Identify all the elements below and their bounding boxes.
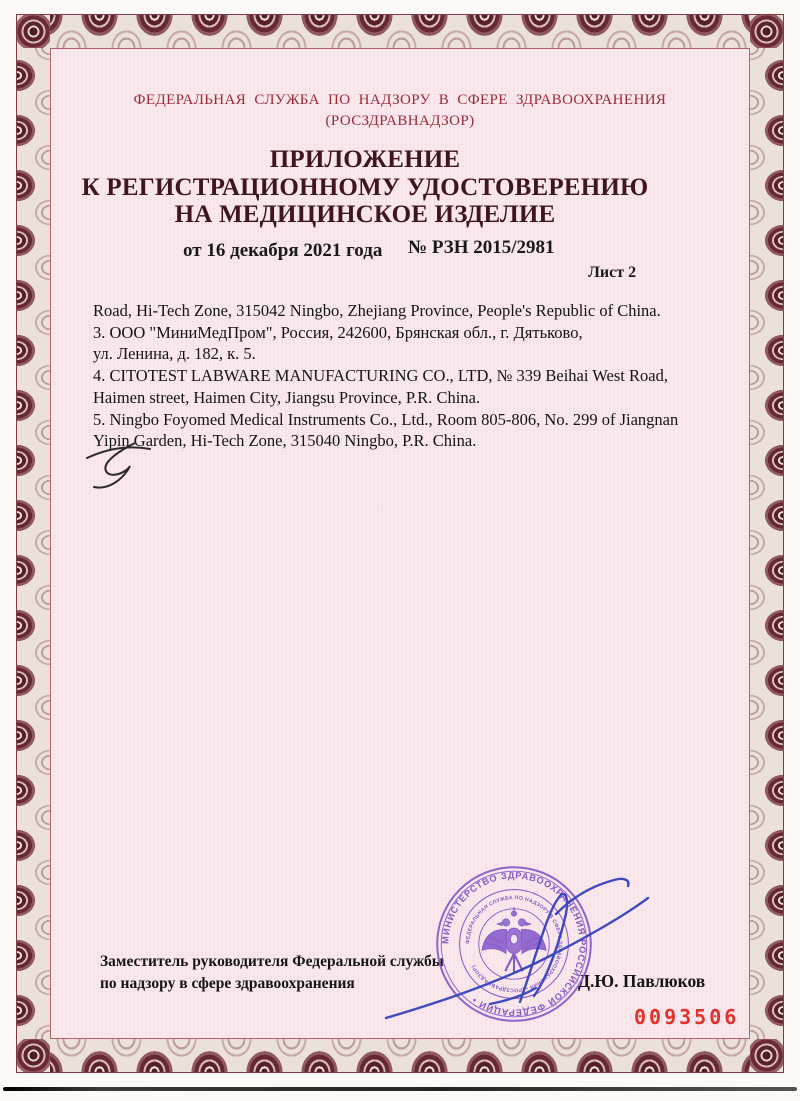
body-line: Yipin Garden, Hi-Tech Zone, 315040 Ningbo, P.R. China. (93, 431, 477, 451)
official-position-line2: по надзору в сфере здравоохранения (100, 975, 355, 992)
stamp-outer-ring-text: МИНИСТЕРСТВО ЗДРАВООХРАНЕНИЯ РОССИЙСКОЙ ФЕДЕРАЦИИ • (440, 870, 588, 1018)
document-title-line1: ПРИЛОЖЕНИЕ (269, 146, 461, 173)
body-line: ул. Ленина, д. 182, к. 5. (93, 344, 256, 364)
handwritten-mark (82, 436, 156, 498)
official-name: Д.Ю. Павлюков (578, 971, 706, 991)
issue-date: от 16 декабря 2021 года (183, 240, 383, 261)
border-corner-top-right (750, 15, 783, 48)
border-corner-top-left (17, 15, 50, 48)
body-text-block (93, 300, 678, 452)
border-band-bottom (17, 1039, 783, 1072)
sheet-number: Лист 2 (588, 264, 637, 281)
stamp-inner-ring-text: ФЕДЕРАЛЬНАЯ СЛУЖБА ПО НАДЗОРУ В СФЕРЕ ЗДРАВООХРАНЕНИЯ • (РОСЗДРАВНАДЗОР) (465, 895, 563, 993)
border-corner-bottom-left (17, 1039, 50, 1072)
serial-number: 0093506 (634, 1005, 740, 1029)
body-line: 5. Ningbo Foyomed Medical Instruments Co., Ltd., Room 805-806, No. 299 of Jiangnan (93, 409, 679, 429)
body-line: Road, Hi-Tech Zone, 315042 Ningbo, Zhejiang Province, People's Republic of China. (93, 301, 661, 320)
body-line: 4. CITOTEST LABWARE MANUFACTURING CO., LTD, № 339 Beihai West Road, (93, 366, 668, 386)
issuer-name-line1: ФЕДЕРАЛЬНАЯ СЛУЖБА ПО НАДЗОРУ В СФЕРЕ ЗДРАВООХРАНЕНИЯ (133, 92, 667, 108)
document-title-line2: К РЕГИСТРАЦИОННОМУ УДОСТОВЕРЕНИЮ (81, 174, 649, 201)
body-line: 3. ООО "МиниМедПром", Россия, 242600, Брянская обл., г. Дятьково, (93, 322, 583, 342)
scan-edge-shadow (3, 1087, 797, 1091)
document-title-line3: НА МЕДИЦИНСКОЕ ИЗДЕЛИЕ (174, 201, 556, 228)
official-position-line1: Заместитель руководителя Федеральной службы (100, 953, 444, 970)
border-corner-bottom-right (750, 1039, 783, 1072)
border-band-right (750, 48, 783, 1039)
issuer-name-line2: (РОСЗДРАВНАДЗОР) (325, 113, 475, 129)
body-line: Haimen street, Haimen City, Jiangsu Province, P.R. China. (93, 387, 481, 407)
signature-stroke (372, 852, 662, 1032)
registration-number: № РЗН 2015/2981 (408, 237, 555, 258)
border-band-top (17, 15, 783, 48)
